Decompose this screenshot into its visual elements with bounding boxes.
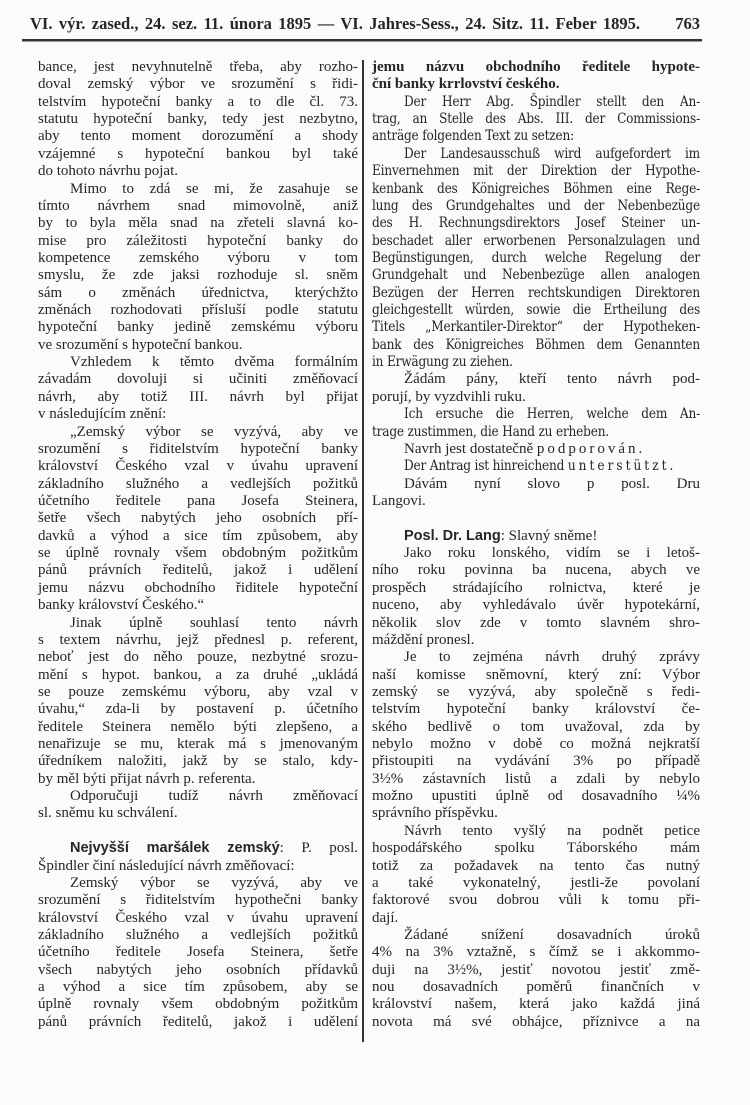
text-line	[38, 701, 358, 718]
line-text: nebylo možno v době co možná nejkratší	[372, 736, 700, 753]
line-text: unterstützt.	[567, 458, 677, 475]
line-text: Der Herr Abg. Špindler stellt den An-	[404, 93, 700, 110]
line-text: Langovi.	[372, 492, 426, 509]
text-line	[38, 996, 358, 1013]
text-line	[372, 302, 700, 319]
text-line	[372, 805, 700, 822]
text-line	[38, 181, 358, 198]
line-text: ního roku povinna ba nucena, abych ve	[372, 562, 700, 579]
text-line	[38, 753, 358, 770]
line-text: ve srozumění s hypoteční bankou.	[38, 336, 243, 353]
line-text: srozumění s řiditelstvím hypothečni banky	[38, 892, 358, 909]
line-text: máždění pronesl.	[372, 631, 475, 648]
text-line	[372, 337, 700, 354]
line-text: gleichgestellt würden, sowie die Ertheilung des	[372, 302, 700, 319]
line-text: několik slov zde v tomto slavném shro-	[372, 614, 700, 631]
text-line	[38, 684, 358, 701]
text-line	[372, 892, 700, 909]
text-line	[372, 493, 700, 510]
speaker-name: Posl. Dr. Lang	[404, 527, 501, 544]
line-text: Jinak úplně souhlasí tento návrh	[70, 614, 358, 631]
text-line	[38, 337, 358, 354]
line-text: doval zemský výbor ve srozumění s řidi-	[38, 76, 358, 93]
line-text: davků a výhod a sice tím způsobem, aby	[38, 527, 358, 544]
line-text: Žádané snížení dosavadních úroků	[404, 926, 700, 943]
line-text: s textem návrhu, jejž přednesl p. referent,	[38, 631, 358, 648]
text-line	[38, 788, 358, 805]
line-text: nuceno, aby vyhledávalo úvěr hypotekární,	[372, 597, 700, 614]
text-line	[372, 927, 700, 944]
text-line	[372, 562, 700, 579]
text-line	[372, 632, 700, 649]
text-line	[38, 389, 358, 406]
line-text: pánů právních ředitelů, jakož i udělení	[38, 562, 358, 579]
text-line	[372, 597, 700, 614]
text-line	[38, 615, 358, 632]
line-text: Dávám nyní slovo p posl. Dru	[404, 475, 700, 492]
line-text: by měl býti přijat návrh p. referenta.	[38, 770, 256, 787]
line-text: ředitele Steinera nemělo býti zlepšeno, a	[38, 718, 358, 735]
text-line	[372, 111, 700, 128]
line-text: by to byla měla snad na zřeteli slavná ko-	[38, 215, 358, 232]
line-text: možno upustiti úplně od dosavadního ¼%	[372, 788, 700, 805]
speaker-name: Nejvyšší maršálek zemský	[70, 840, 280, 857]
line-text: přistoupiti na vydávání 3% po případě	[372, 753, 700, 770]
line-text: statutu hypoteční banky, tedy jest nezbytno,	[38, 111, 358, 128]
line-text: správního příspěvku.	[372, 805, 498, 822]
line-text: Titels „Merkantiler-Direktor“ der Hypotheken-	[372, 319, 700, 336]
line-text: se pouze zemskému výboru, aby vzal v	[38, 683, 358, 700]
paragraph	[38, 424, 358, 615]
line-text: do tohoto návrhu pojat.	[38, 163, 178, 180]
line-text: Mimo to zdá se mi, že zasahuje se	[70, 180, 358, 197]
text-line	[38, 979, 358, 996]
line-text: tímto návrhem snad mimovolně, aniž	[38, 197, 358, 214]
line-text: trag, an Stelle des Abs. III. der Commissions-	[372, 111, 700, 128]
text-line	[372, 285, 700, 302]
paragraph	[372, 476, 700, 511]
line-text: Žádám pány, kteří tento návrh pod-	[404, 371, 700, 388]
column-divider	[362, 60, 364, 1042]
text-line	[372, 354, 700, 371]
line-text: neboť jest do něho pouze, nezbytné srozu-	[38, 649, 358, 666]
running-header	[30, 14, 700, 36]
paragraph	[372, 649, 700, 823]
text-line	[372, 545, 700, 562]
blank-line	[38, 823, 358, 840]
line-text: Zemský výbor se vyzývá, aby ve	[70, 874, 358, 891]
text-line	[372, 406, 700, 423]
text-line	[38, 458, 358, 475]
line-text: v následujícím znění:	[38, 406, 167, 423]
line-text: Odporučuji tudíž návrh změňovací	[70, 788, 358, 805]
text-line	[372, 649, 700, 666]
text-line	[38, 805, 358, 822]
line-text: smyslu, že zde jaksi rozhoduje sl. sněm	[38, 267, 358, 284]
text-line	[38, 319, 358, 336]
text-line	[372, 146, 700, 163]
text-line	[38, 111, 358, 128]
line-text: in Erwägung zu ziehen.	[372, 354, 513, 371]
text-line	[372, 962, 700, 979]
paragraph	[372, 927, 700, 1031]
line-text: podporován.	[536, 440, 646, 457]
line-text: novota má své obhájce, příznivce a na	[372, 1013, 700, 1030]
line-text: zemský se vyzývá, aby společně s ředi-	[372, 683, 700, 700]
line-text: království našem, která jako každá jiná	[372, 996, 700, 1013]
line-text: Špindler činí následující návrh změňovací:	[38, 857, 295, 874]
text-line	[38, 892, 358, 909]
text-line	[372, 94, 700, 111]
line-text: se úplně rovnaly všem obdobným požitkům	[38, 545, 358, 562]
line-text: dají.	[372, 909, 399, 926]
line-text: království Českého vzal v úvahu upravení	[38, 458, 358, 475]
text-line	[38, 875, 358, 892]
text-line	[372, 979, 700, 996]
text-line	[372, 528, 700, 545]
line-text: duji na 3½%, jestiť novotou jestiť změ-	[372, 961, 700, 978]
text-line	[372, 233, 700, 250]
line-text: nou dosavadních poměrů finančních v	[372, 979, 700, 996]
text-line	[372, 267, 700, 284]
line-prefix: Der Antrag ist hinreichend	[404, 458, 568, 475]
paragraph	[372, 458, 700, 475]
text-line	[38, 493, 358, 510]
text-line	[38, 771, 358, 788]
line-text: účetního ředitele Josefa Steinera, šetře	[38, 944, 358, 961]
text-line	[372, 441, 700, 458]
text-line	[372, 788, 700, 805]
text-line	[372, 76, 700, 93]
paragraph	[372, 146, 700, 372]
text-line	[372, 771, 700, 788]
text-line	[38, 1014, 358, 1031]
text-line	[38, 962, 358, 979]
paragraph	[38, 615, 358, 789]
line-text: a výhod a sice tím způsobem, aby se	[38, 979, 358, 996]
text-line	[38, 441, 358, 458]
text-line	[372, 875, 700, 892]
line-text: des H. Rechnungsdirektors Josef Steiner un-	[372, 215, 700, 232]
speaker-paragraph	[38, 840, 358, 875]
text-line	[372, 476, 700, 493]
text-line	[372, 667, 700, 684]
line-text: kompetence zemského výboru v tom	[38, 249, 358, 266]
line-text: vzájemné s hypoteční bankou byl také	[38, 145, 358, 162]
text-line	[38, 128, 358, 145]
paragraph	[372, 823, 700, 927]
blank-line	[372, 510, 700, 527]
line-text: Jako roku lonského, vidím se i letoš-	[404, 545, 700, 562]
line-text: jemu názvu obchodního řiditele hypoteční	[38, 579, 358, 596]
text-line	[38, 59, 358, 76]
line-text: Bezügen der Herren rechtskundigen Direktoren	[372, 284, 700, 301]
line-text: ční banky krrlovství českého.	[372, 76, 560, 93]
text-line	[38, 354, 358, 371]
paragraph	[372, 94, 700, 146]
text-line	[372, 215, 700, 232]
line-text: banky království Českého.“	[38, 597, 205, 614]
line-text: Der Landesausschuß wird aufgefordert im	[404, 145, 700, 162]
paragraph	[38, 875, 358, 1031]
paragraph	[38, 181, 358, 355]
line-text: Einvernehmen mit der Direktion der Hypothe-	[372, 163, 700, 180]
line-text: úředníkem naložiti, jakž by se stalo, kdy-	[38, 753, 358, 770]
paragraph	[372, 406, 700, 441]
line-text: úvahu,“ zda-li by postavení p. účetního	[38, 701, 358, 718]
text-line	[38, 632, 358, 649]
speaker-paragraph	[372, 528, 700, 545]
text-line	[372, 823, 700, 840]
text-line	[38, 545, 358, 562]
paragraph	[372, 441, 700, 458]
text-line	[372, 858, 700, 875]
text-line	[38, 910, 358, 927]
line-text: Návrh tento vyšlý na podnět petice	[404, 822, 700, 839]
text-line	[38, 736, 358, 753]
line-text: království Českého vzal v úvahu upravení	[38, 909, 358, 926]
text-line	[38, 667, 358, 684]
line-text: telstvím hypoteční banky království če-	[372, 701, 700, 718]
text-line	[372, 181, 700, 198]
line-text: 4% na 3% vztažně, s čímž se i akkommo-	[372, 944, 700, 961]
paragraph	[38, 354, 358, 423]
line-text: : P. posl.	[279, 840, 358, 857]
paragraph	[372, 59, 700, 94]
line-text: úplně rovnaly všem obdobným požitkům	[38, 996, 358, 1013]
text-line	[38, 302, 358, 319]
text-line	[372, 59, 700, 76]
line-text: lung des Grundgehaltes und der Nebenbezüge	[372, 197, 700, 214]
line-text: Begünstigungen, durch welche Regelung der	[372, 249, 700, 266]
line-text: faktorové svou dobrou vůli k tomu při-	[372, 892, 700, 909]
line-text: telstvím hypoteční banky a to dle čl. 73.	[38, 93, 358, 110]
text-line	[38, 233, 358, 250]
line-text: změnách rozhodovati přísluší podle statutu	[38, 302, 358, 319]
text-line	[372, 701, 700, 718]
line-text: šetře všech nabytých jeho osobních pří-	[38, 510, 358, 527]
line-prefix: Navrh jest dostatečně	[404, 440, 537, 457]
line-text: mise pro záležitosti hypoteční banky do	[38, 232, 358, 249]
text-line	[38, 406, 358, 423]
line-text: návrh, aby totiž III. návrh byl přijat	[38, 388, 358, 405]
text-line	[38, 267, 358, 284]
text-line	[372, 615, 700, 632]
text-line	[372, 128, 700, 145]
header-rule	[22, 39, 702, 42]
text-line	[38, 250, 358, 267]
line-text: srozumění s řiditelstvím hypoteční banky	[38, 440, 358, 457]
line-text: bance, jest nevyhnutelně třeba, aby rozho-	[38, 59, 358, 75]
text-line	[38, 927, 358, 944]
line-text: mění s hypot. bankou, a za druhé „ukládá	[38, 666, 358, 683]
line-text: 3½% zástavních listů a zdali by nebylo	[372, 770, 700, 787]
text-line	[38, 76, 358, 93]
paragraph	[372, 371, 700, 406]
line-text: : Slavný sněme!	[500, 527, 598, 544]
page-number: 763	[675, 14, 700, 33]
line-text: pánů právních ředitelů, jakož i udělení	[38, 1013, 358, 1030]
text-line	[372, 840, 700, 857]
line-text: hypoteční banky jedině zemskému výboru	[38, 319, 358, 336]
line-text: kenbank des Königreiches Böhmen eine Rege-	[372, 180, 700, 197]
line-text: aby tento moment dorozumění a shody	[38, 128, 358, 145]
text-line	[38, 840, 358, 857]
text-line	[372, 1014, 700, 1031]
line-text: trage zustimmen, die Hand zu erheben.	[372, 423, 610, 440]
line-text: anträge folgenden Text zu setzen:	[372, 128, 575, 145]
text-line	[38, 215, 358, 232]
line-text: sl. sněmu ku schválení.	[38, 805, 178, 822]
right-column	[372, 59, 700, 1031]
paragraph	[372, 545, 700, 649]
text-line	[372, 910, 700, 927]
text-line	[372, 389, 700, 406]
line-text: Vzhledem k těmto dvěma formálním	[70, 354, 358, 371]
text-line	[38, 198, 358, 215]
line-text: totiž za požadavek na tento čas nutný	[372, 857, 700, 874]
paragraph	[38, 59, 358, 181]
text-line	[38, 285, 358, 302]
text-line	[38, 146, 358, 163]
text-line	[38, 528, 358, 545]
line-text: základního služného a vedlejších požitků	[38, 475, 358, 492]
text-line	[38, 94, 358, 111]
line-text: účetního ředitele pana Josefa Steinera,	[38, 492, 358, 509]
text-line	[38, 858, 358, 875]
line-text: „Zemský výbor se vyzývá, aby ve	[70, 423, 358, 440]
text-line	[372, 684, 700, 701]
text-line	[372, 371, 700, 388]
line-text: bank des Königreiches Böhmen dem Genannten	[372, 336, 700, 353]
line-text: porují, by vyzdvihli ruku.	[372, 388, 526, 405]
text-line	[38, 649, 358, 666]
text-line	[38, 510, 358, 527]
line-text: beschadet aller erworbenen Personalzulagen und	[372, 232, 700, 249]
text-line	[38, 580, 358, 597]
line-text: sám o změnách úřednictva, kterýchžto	[38, 284, 358, 301]
text-line	[372, 163, 700, 180]
line-text: Je to zejména návrh druhý zprávy	[404, 649, 700, 666]
paragraph	[38, 788, 358, 823]
text-line	[372, 753, 700, 770]
line-text: hospodářského spolku Táborského mám	[372, 840, 700, 857]
text-line	[372, 944, 700, 961]
text-line	[38, 476, 358, 493]
text-line	[38, 424, 358, 441]
line-text: Ich ersuche die Herren, welche dem An-	[404, 406, 700, 423]
line-text: všech nabytých jeho osobních přídavků	[38, 961, 358, 978]
line-text: základního služného a vedlejších požitků	[38, 926, 358, 943]
line-text: závadám dovoluji si učiniti změňovací	[38, 371, 358, 388]
line-text: jemu názvu obchodního ředitele hypote-	[372, 59, 700, 75]
text-line	[38, 163, 358, 180]
line-text: naší komisse sněmovní, který zní: Výbor	[372, 666, 700, 683]
line-text: Grundgehalt und Nebenbezüge allen analogen	[372, 267, 700, 284]
text-line	[372, 250, 700, 267]
text-line	[372, 458, 700, 475]
line-text: prospěch strádajícího rolnictva, které je	[372, 579, 700, 596]
text-line	[372, 424, 700, 441]
text-line	[372, 719, 700, 736]
line-text: ského bedlivě o tom uvažoval, zda by	[372, 718, 700, 735]
line-text: a také vykonatelný, jestli-že povolaní	[372, 874, 700, 891]
text-line	[372, 996, 700, 1013]
text-line	[372, 736, 700, 753]
left-column	[38, 59, 358, 1031]
line-text: nenařizuje se mu, kterak má s jmenovaným	[38, 736, 358, 753]
text-line	[38, 562, 358, 579]
text-line	[372, 198, 700, 215]
text-line	[38, 371, 358, 388]
text-line	[38, 719, 358, 736]
text-line	[372, 580, 700, 597]
text-line	[38, 597, 358, 614]
text-line	[372, 319, 700, 336]
header-title: VI. výr. zased., 24. sez. 11. února 1895 — VI. Jahres-Sess., 24. Sitz. 11. Feber 1895.	[30, 14, 640, 33]
text-line	[38, 944, 358, 961]
